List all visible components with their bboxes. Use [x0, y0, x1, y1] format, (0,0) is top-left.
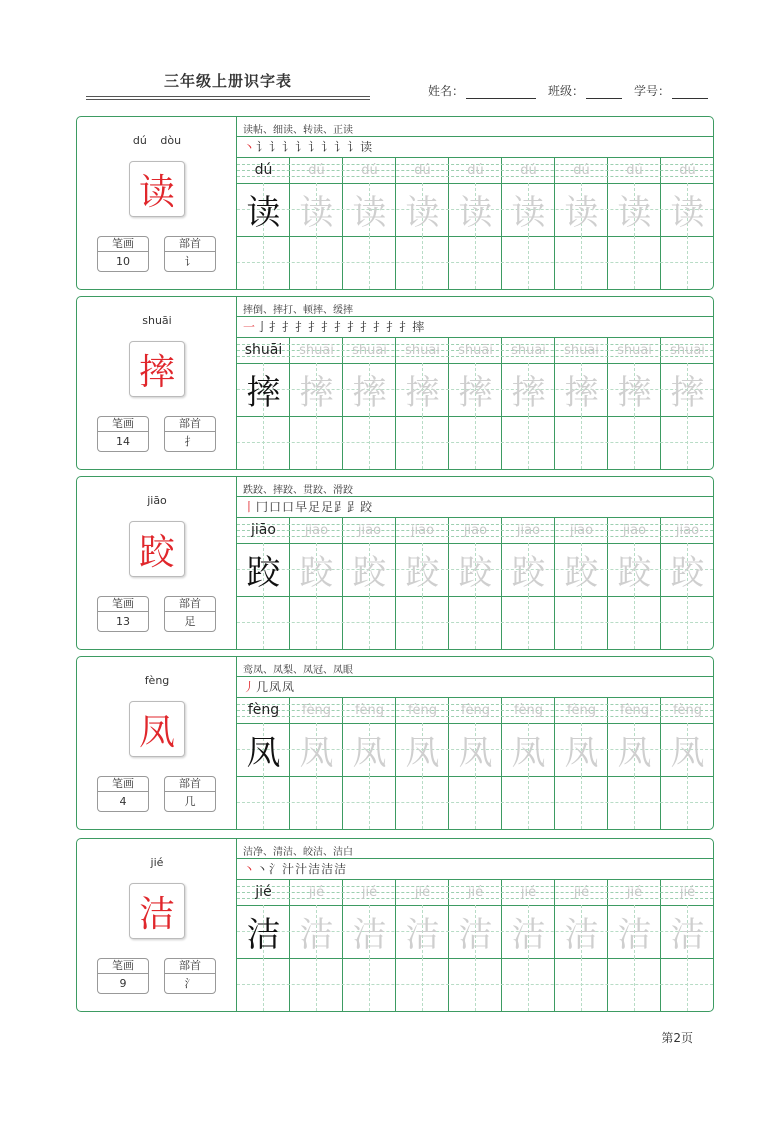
- example-words: 跌跤、摔跤、贯跤、滑跤: [243, 485, 353, 496]
- practice-grid: [237, 158, 713, 289]
- radical-label: 部首: [165, 237, 215, 252]
- stroke-order: [243, 498, 373, 515]
- pinyin-cell: shuāi: [244, 342, 283, 358]
- pinyin-cell: jiāo: [516, 523, 541, 538]
- practice-panel: [237, 839, 713, 1011]
- stroke-step: 讠: [321, 140, 335, 154]
- stroke-step: 扌: [321, 320, 335, 334]
- pinyin-cell: jiāo: [304, 523, 329, 538]
- trace-char: 读: [511, 193, 546, 233]
- stroke-count-value: 10: [116, 255, 130, 268]
- trace-char: 跤: [670, 553, 705, 593]
- guide-line: [316, 958, 317, 1011]
- stroke-step: 几: [256, 680, 270, 694]
- trace-char: 跤: [511, 553, 546, 593]
- row-divider: [237, 858, 713, 859]
- name-label: 姓名：: [428, 84, 465, 98]
- trace-char: 读: [246, 193, 281, 233]
- row-divider: [237, 676, 713, 677]
- trace-char: 摔: [299, 373, 334, 413]
- pinyin-cell: jiāo: [569, 523, 594, 538]
- pinyin-cell: jié: [679, 885, 696, 900]
- radical-label: 部首: [165, 597, 215, 612]
- stroke-step: 讠: [295, 140, 309, 154]
- stroke-count-box: [97, 416, 149, 452]
- practice-panel: [237, 477, 713, 649]
- char-info-panel: [77, 117, 237, 289]
- pinyin-cell: fèng: [513, 703, 544, 718]
- stroke-step: 扌: [399, 320, 413, 334]
- stroke-step: 丿: [243, 680, 257, 694]
- stroke-step: 讠: [256, 140, 270, 154]
- stroke-step: 扌: [360, 320, 374, 334]
- row-divider: [237, 136, 713, 137]
- pinyin-cell: jié: [573, 885, 590, 900]
- trace-char: 洁: [299, 915, 334, 955]
- pinyin-row: [237, 158, 713, 183]
- stroke-step: 扌: [347, 320, 361, 334]
- trace-char: 凤: [617, 733, 652, 773]
- trace-char: 摔: [511, 373, 546, 413]
- stroke-count-label: 笔画: [98, 597, 148, 612]
- name-field: [428, 82, 536, 99]
- guide-line: [475, 958, 476, 1011]
- char-card: [76, 116, 714, 290]
- stroke-step: 扌: [295, 320, 309, 334]
- title-underline-2: [86, 99, 370, 100]
- guide-line: [475, 596, 476, 649]
- stroke-step: 丶: [256, 862, 270, 876]
- blank-writing-row: [237, 596, 713, 649]
- pinyin-cell: jié: [361, 885, 378, 900]
- guide-line: [369, 958, 370, 1011]
- guide-line: [634, 958, 635, 1011]
- trace-char: 洁: [352, 915, 387, 955]
- guide-line: [316, 776, 317, 829]
- guide-line: [687, 776, 688, 829]
- pinyin-cell: jiāo: [675, 523, 700, 538]
- student-id-label: 学号：: [634, 84, 671, 98]
- class-blank[interactable]: [586, 84, 622, 99]
- char-pinyin-heading: jié: [150, 856, 164, 869]
- char-card: [76, 296, 714, 470]
- trace-char: 读: [352, 193, 387, 233]
- radical-box: [164, 958, 216, 994]
- pinyin-cell: jiāo: [251, 522, 276, 538]
- pinyin-row: [237, 518, 713, 543]
- trace-char: 摔: [670, 373, 705, 413]
- char-display: 凤: [129, 701, 185, 757]
- guide-line: [581, 958, 582, 1011]
- guide-line: [263, 776, 264, 829]
- guide-line: [422, 596, 423, 649]
- pinyin-cell: fèng: [619, 703, 650, 718]
- stroke-step: 洁: [334, 862, 348, 876]
- radical-box: [164, 236, 216, 272]
- stroke-step: 洁: [321, 862, 335, 876]
- stroke-count-box: [97, 236, 149, 272]
- stroke-order: [243, 138, 373, 155]
- stroke-count-value: 4: [119, 795, 127, 808]
- pinyin-cell: shuāi: [564, 343, 599, 358]
- practice-panel: [237, 117, 713, 289]
- pinyin-cell: shuāi: [352, 343, 387, 358]
- trace-char: 凤: [458, 733, 493, 773]
- practice-panel: [237, 297, 713, 469]
- name-blank[interactable]: [466, 84, 536, 99]
- stroke-step: 摔: [412, 320, 426, 334]
- guide-line: [263, 596, 264, 649]
- stroke-count-label: 笔画: [98, 777, 148, 792]
- radical-label: 部首: [165, 959, 215, 974]
- radical-box: [164, 416, 216, 452]
- stroke-count-box: [97, 596, 149, 632]
- guide-line: [475, 776, 476, 829]
- guide-line: [528, 776, 529, 829]
- trace-char: 洁: [617, 915, 652, 955]
- guide-line: [422, 236, 423, 289]
- pinyin-cell: fèng: [460, 703, 491, 718]
- page-title: 三年级上册识字表: [163, 72, 292, 90]
- pinyin-cell: dú: [361, 163, 378, 178]
- guide-line: [634, 596, 635, 649]
- stroke-step: 丨: [243, 500, 257, 514]
- pinyin-cell: jié: [255, 884, 272, 900]
- blank-writing-row: [237, 958, 713, 1011]
- guide-line: [687, 236, 688, 289]
- stroke-order: [243, 678, 295, 695]
- trace-char: 读: [617, 193, 652, 233]
- stroke-step: 扌: [282, 320, 296, 334]
- stroke-order: [243, 318, 425, 335]
- stroke-step: 讠: [282, 140, 296, 154]
- pinyin-cell: dú: [520, 163, 537, 178]
- stroke-step: 扌: [334, 320, 348, 334]
- stroke-count-value: 14: [116, 435, 130, 448]
- guide-line: [369, 776, 370, 829]
- stroke-count-value: 13: [116, 615, 130, 628]
- stroke-count-label: 笔画: [98, 417, 148, 432]
- stroke-step: 扌: [269, 320, 283, 334]
- trace-char: 凤: [299, 733, 334, 773]
- practice-grid: [237, 518, 713, 649]
- example-words: 读帖、细读、转读、正读: [243, 125, 353, 136]
- guide-line: [687, 596, 688, 649]
- guide-line: [475, 236, 476, 289]
- char-card: [76, 656, 714, 830]
- guide-line: [528, 596, 529, 649]
- blank-writing-row: [237, 236, 713, 289]
- pinyin-cell: jié: [520, 885, 537, 900]
- char-display: 洁: [129, 883, 185, 939]
- radical-box: [164, 596, 216, 632]
- pinyin-cell: jié: [414, 885, 431, 900]
- pinyin-cell: shuāi: [617, 343, 652, 358]
- pinyin-cell: fèng: [407, 703, 438, 718]
- stroke-count-value: 9: [119, 977, 127, 990]
- char-pinyin-heading: jiāo: [147, 494, 167, 507]
- trace-char: 凤: [246, 733, 281, 773]
- pinyin-cell: shuāi: [511, 343, 546, 358]
- title-underline: [86, 96, 370, 97]
- student-id-blank[interactable]: [672, 84, 708, 99]
- guide-line: [581, 416, 582, 469]
- stroke-step: 足: [321, 500, 335, 514]
- example-words: 摔倒、摔打、顿摔、缓摔: [243, 305, 353, 316]
- stroke-step: 𧾷: [334, 500, 348, 514]
- student-id-field: [634, 82, 708, 99]
- radical-value: 氵: [184, 977, 196, 990]
- guide-line: [475, 416, 476, 469]
- char-display: 读: [129, 161, 185, 217]
- trace-char: 洁: [564, 915, 599, 955]
- practice-grid: [237, 880, 713, 1011]
- trace-char: 摔: [458, 373, 493, 413]
- char-card: [76, 838, 714, 1012]
- stroke-step: 丶: [243, 862, 257, 876]
- pinyin-cell: shuāi: [405, 343, 440, 358]
- guide-line: [581, 776, 582, 829]
- trace-char: 摔: [405, 373, 440, 413]
- stroke-count-box: [97, 958, 149, 994]
- guide-line: [422, 776, 423, 829]
- trace-char: 凤: [511, 733, 546, 773]
- guide-line: [528, 236, 529, 289]
- pinyin-cell: fèng: [354, 703, 385, 718]
- class-label: 班级：: [548, 84, 585, 98]
- pinyin-cell: shuāi: [458, 343, 493, 358]
- pinyin-cell: dú: [626, 163, 643, 178]
- trace-char: 跤: [246, 553, 281, 593]
- trace-char: 跤: [299, 553, 334, 593]
- guide-line: [422, 416, 423, 469]
- trace-char: 跤: [405, 553, 440, 593]
- trace-char: 洁: [511, 915, 546, 955]
- guide-line: [263, 958, 264, 1011]
- trace-char: 凤: [564, 733, 599, 773]
- trace-char: 洁: [458, 915, 493, 955]
- guide-line: [422, 958, 423, 1011]
- char-display: 跤: [129, 521, 185, 577]
- trace-char: 读: [405, 193, 440, 233]
- stroke-step: 讠: [269, 140, 283, 154]
- stroke-count-label: 笔画: [98, 959, 148, 974]
- practice-panel: [237, 657, 713, 829]
- stroke-step: 凤: [269, 680, 283, 694]
- trace-char: 跤: [352, 553, 387, 593]
- stroke-step: 𧾷: [347, 500, 361, 514]
- trace-char: 洁: [405, 915, 440, 955]
- stroke-step: 讠: [347, 140, 361, 154]
- stroke-count-label: 笔画: [98, 237, 148, 252]
- pinyin-row: [237, 880, 713, 905]
- pinyin-cell: fèng: [301, 703, 332, 718]
- pinyin-cell: jié: [626, 885, 643, 900]
- radical-value: 讠: [184, 255, 196, 268]
- guide-line: [528, 958, 529, 1011]
- guide-line: [687, 958, 688, 1011]
- radical-value: 扌: [184, 435, 196, 448]
- pinyin-row: [237, 698, 713, 723]
- trace-char: 凤: [352, 733, 387, 773]
- stroke-step: 扌: [386, 320, 400, 334]
- trace-char: 摔: [617, 373, 652, 413]
- stroke-step: 一: [243, 320, 257, 334]
- char-info-panel: [77, 839, 237, 1011]
- guide-line: [369, 416, 370, 469]
- pinyin-cell: dú: [679, 163, 696, 178]
- char-card: [76, 476, 714, 650]
- guide-line: [634, 416, 635, 469]
- pinyin-cell: jiāo: [410, 523, 435, 538]
- stroke-step: 丶: [243, 140, 257, 154]
- pinyin-cell: shuāi: [670, 343, 705, 358]
- pinyin-cell: jiāo: [357, 523, 382, 538]
- guide-line: [316, 416, 317, 469]
- radical-box: [164, 776, 216, 812]
- stroke-step: 氵: [269, 862, 283, 876]
- radical-label: 部首: [165, 777, 215, 792]
- guide-line: [369, 596, 370, 649]
- char-info-panel: [77, 297, 237, 469]
- guide-line: [316, 236, 317, 289]
- stroke-step: 凤: [282, 680, 296, 694]
- pinyin-cell: dú: [467, 163, 484, 178]
- stroke-step: 冂: [256, 500, 270, 514]
- trace-char: 摔: [564, 373, 599, 413]
- stroke-order: [243, 860, 347, 877]
- student-info-fields: [428, 82, 720, 99]
- trace-char: 读: [299, 193, 334, 233]
- guide-line: [263, 236, 264, 289]
- pinyin-cell: shuāi: [299, 343, 334, 358]
- trace-char: 凤: [405, 733, 440, 773]
- guide-line: [687, 416, 688, 469]
- row-divider: [237, 316, 713, 317]
- guide-line: [528, 416, 529, 469]
- stroke-step: 洁: [308, 862, 322, 876]
- guide-line: [634, 236, 635, 289]
- example-words: 鸾凤、凤梨、凤冠、凤眼: [243, 665, 353, 676]
- trace-char: 凤: [670, 733, 705, 773]
- trace-char: 洁: [246, 915, 281, 955]
- pinyin-cell: jié: [467, 885, 484, 900]
- char-display: 摔: [129, 341, 185, 397]
- stroke-step: 汁: [282, 862, 296, 876]
- trace-row: [237, 723, 713, 776]
- guide-line: [581, 596, 582, 649]
- stroke-step: 扌: [373, 320, 387, 334]
- stroke-step: 口: [269, 500, 283, 514]
- trace-char: 读: [670, 193, 705, 233]
- class-field: [548, 82, 622, 99]
- trace-row: [237, 905, 713, 958]
- guide-line: [369, 236, 370, 289]
- stroke-count-box: [97, 776, 149, 812]
- stroke-step: 跤: [360, 500, 374, 514]
- pinyin-cell: fèng: [566, 703, 597, 718]
- pinyin-cell: fèng: [247, 702, 280, 718]
- stroke-step: 早: [295, 500, 309, 514]
- blank-writing-row: [237, 776, 713, 829]
- pinyin-cell: jiāo: [622, 523, 647, 538]
- guide-line: [581, 236, 582, 289]
- stroke-step: 读: [360, 140, 374, 154]
- trace-char: 摔: [352, 373, 387, 413]
- pinyin-cell: jiāo: [463, 523, 488, 538]
- page-number: 第2页: [661, 1031, 693, 1045]
- blank-writing-row: [237, 416, 713, 469]
- guide-line: [634, 776, 635, 829]
- char-pinyin-heading: shuāi: [142, 314, 172, 327]
- trace-char: 读: [458, 193, 493, 233]
- pinyin-cell: fèng: [672, 703, 703, 718]
- pinyin-cell: dú: [308, 163, 325, 178]
- char-info-panel: [77, 477, 237, 649]
- pinyin-cell: dú: [254, 162, 273, 178]
- pinyin-cell: dú: [573, 163, 590, 178]
- stroke-step: 亅: [256, 320, 270, 334]
- radical-value: 几: [184, 795, 196, 808]
- stroke-step: 汁: [295, 862, 309, 876]
- char-pinyin-heading: dú dòu: [132, 134, 182, 147]
- stroke-step: 扌: [308, 320, 322, 334]
- guide-line: [263, 416, 264, 469]
- guide-line: [316, 596, 317, 649]
- char-info-panel: [77, 657, 237, 829]
- trace-row: [237, 183, 713, 236]
- char-pinyin-heading: fèng: [144, 674, 170, 687]
- trace-char: 跤: [458, 553, 493, 593]
- row-divider: [237, 496, 713, 497]
- example-words: 洁净、清洁、皎洁、洁白: [243, 847, 353, 858]
- trace-char: 读: [564, 193, 599, 233]
- trace-char: 摔: [246, 373, 281, 413]
- stroke-step: 口: [282, 500, 296, 514]
- radical-label: 部首: [165, 417, 215, 432]
- trace-char: 跤: [617, 553, 652, 593]
- trace-row: [237, 363, 713, 416]
- stroke-step: 讠: [308, 140, 322, 154]
- stroke-step: 讠: [334, 140, 348, 154]
- pinyin-cell: jié: [308, 885, 325, 900]
- trace-row: [237, 543, 713, 596]
- radical-value: 足: [184, 615, 196, 628]
- trace-char: 跤: [564, 553, 599, 593]
- practice-grid: [237, 338, 713, 469]
- pinyin-row: [237, 338, 713, 363]
- pinyin-cell: dú: [414, 163, 431, 178]
- trace-char: 洁: [670, 915, 705, 955]
- practice-grid: [237, 698, 713, 829]
- stroke-step: 足: [308, 500, 322, 514]
